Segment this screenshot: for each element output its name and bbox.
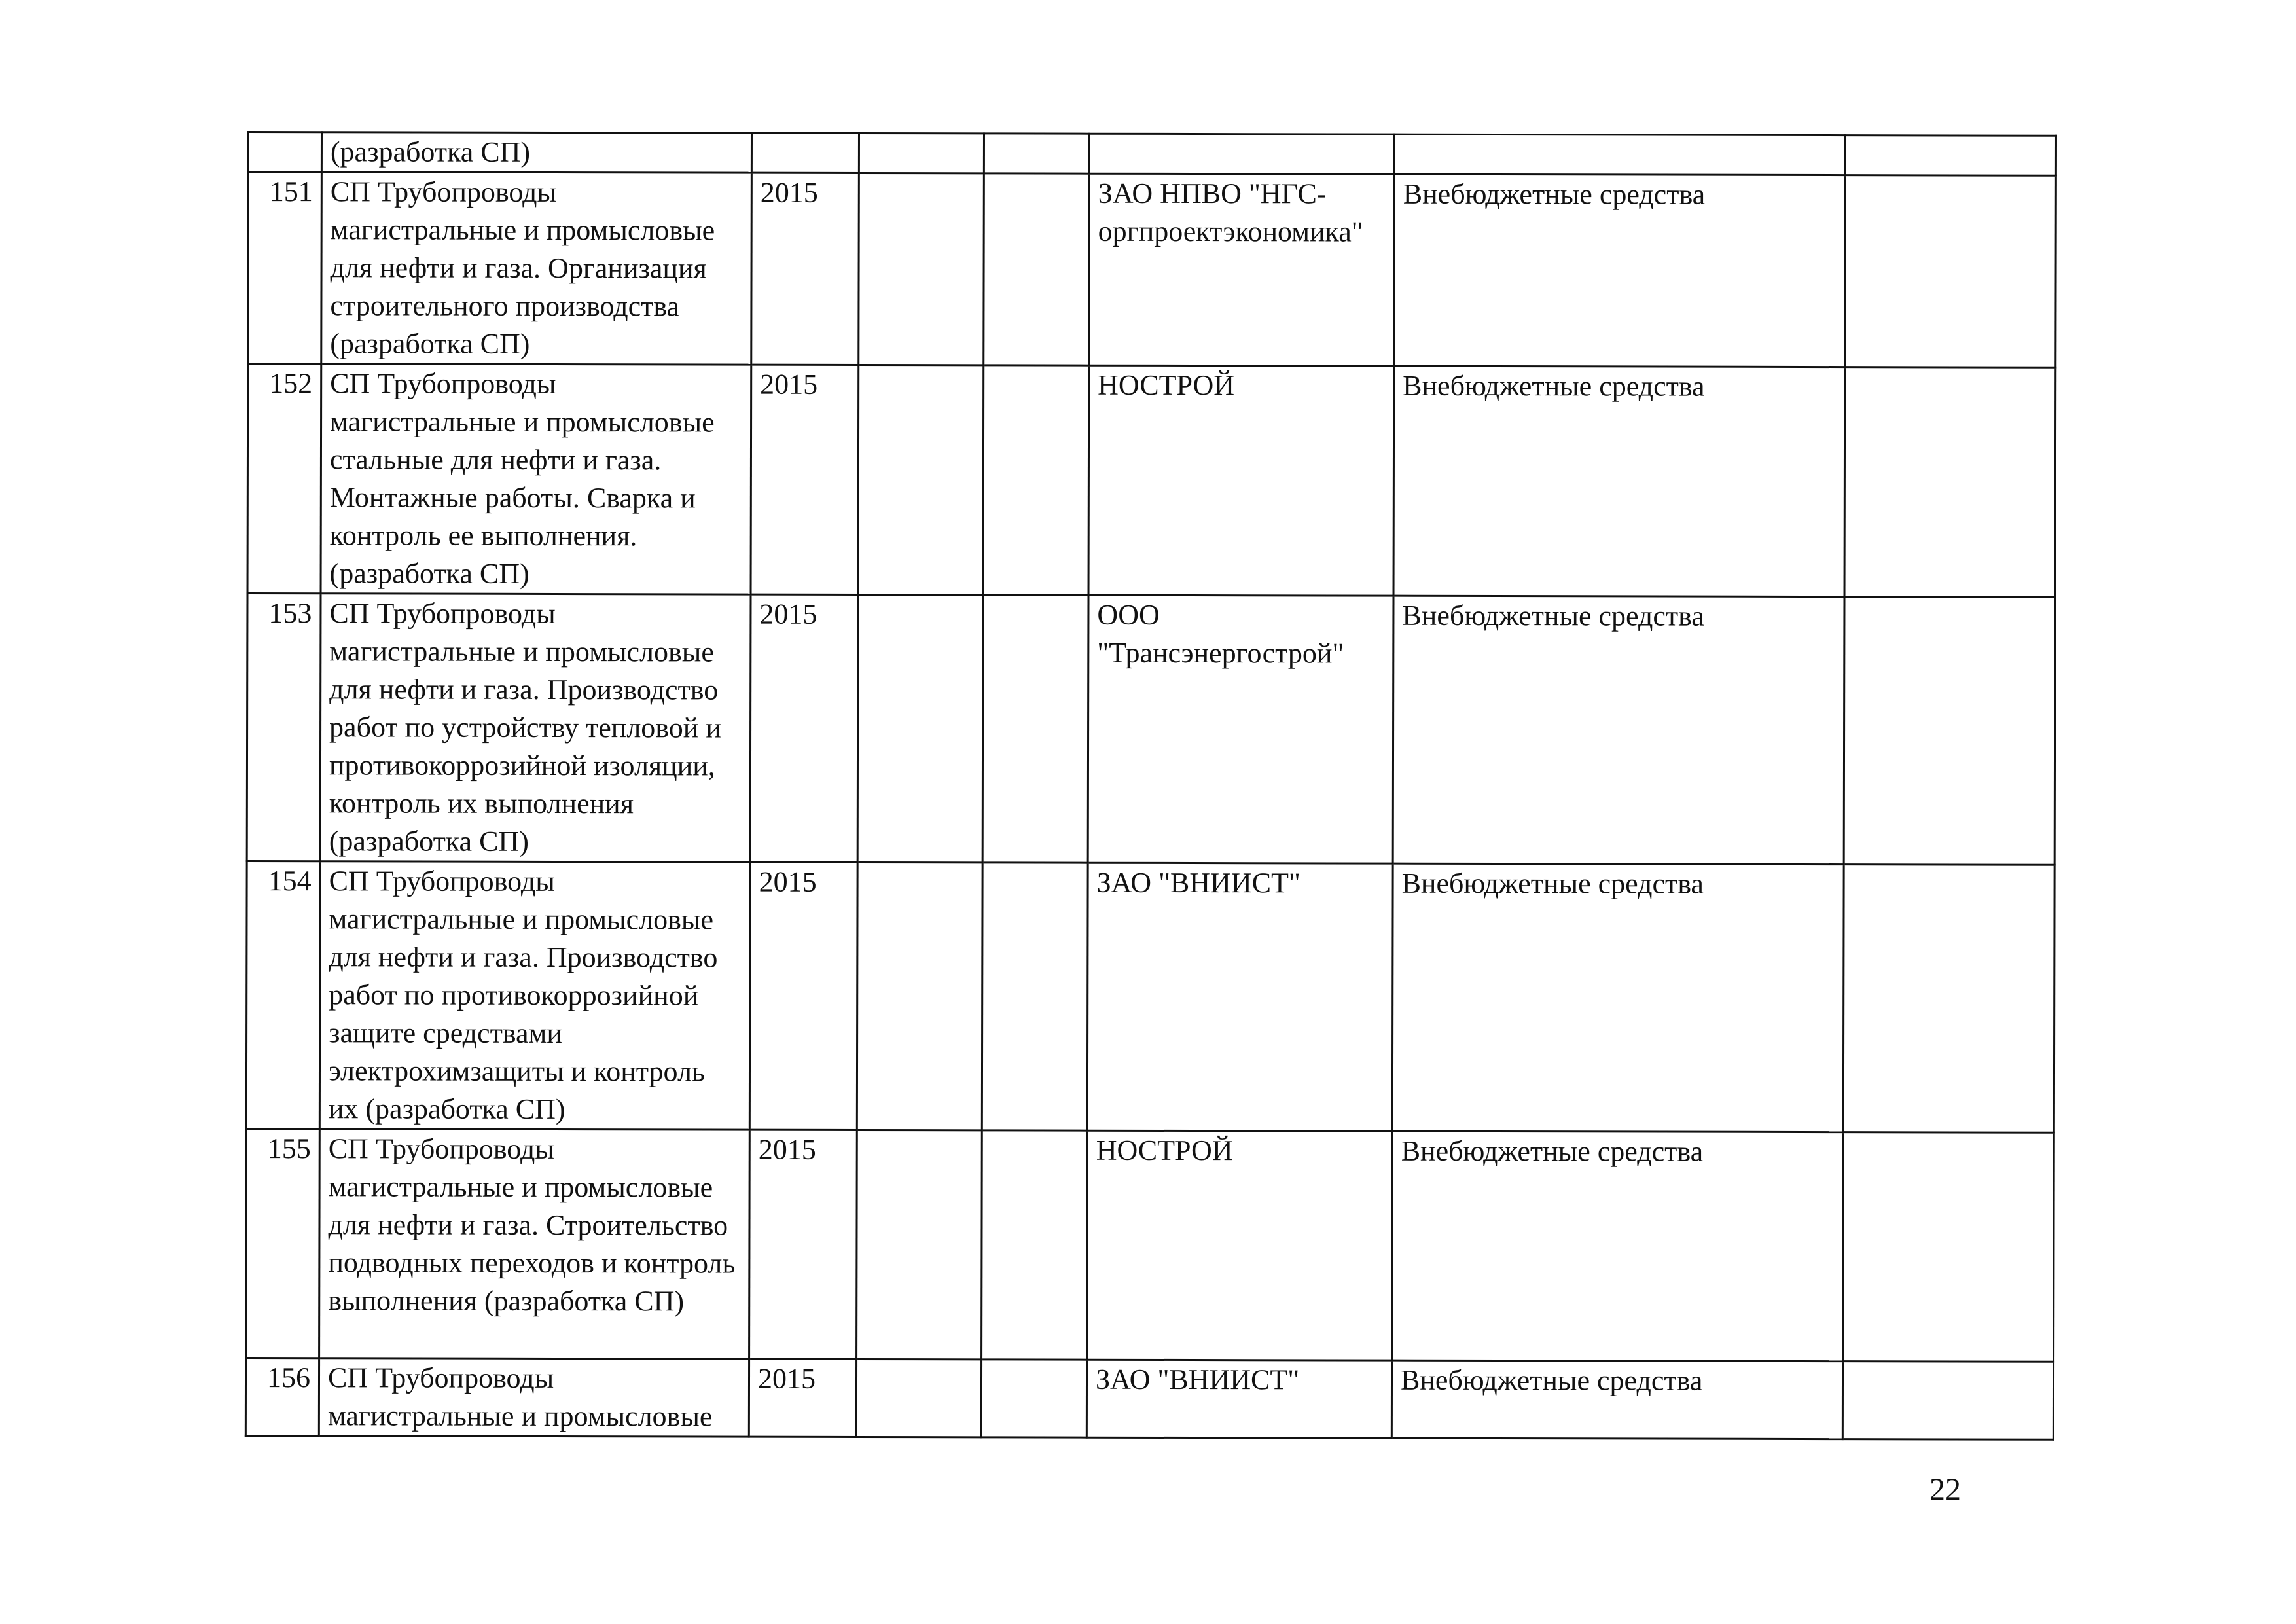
cell-col5 [981,1360,1086,1437]
cell-col8 [1845,175,2056,368]
cell-col4 [857,594,983,862]
cell-name: СП Трубопроводы магистральные и промысловые для нефти и газа. Организация строительного производства (разработка СП) [321,172,752,365]
cell-name: СП Трубопроводы магистральные и промысловые стальные для нефти и газа. Монтажные работы. Сварка и контроль ее выполнения. (разработка СП) [321,364,751,594]
cell-col5 [982,1130,1088,1360]
table-row [246,1128,2054,1362]
cell-funding: Внебюджетные средства [1393,366,1845,596]
cell-col5 [982,595,1088,863]
cell-col8 [1843,1132,2054,1362]
cell-num: 156 [245,1358,319,1435]
cell-col4 [856,1359,981,1437]
cell-year [751,133,859,173]
cell-executor: ЗАО НПВО "НГС-оргпроектэкономика" [1089,173,1395,366]
table-row [245,1358,2053,1439]
cell-year: 2015 [749,862,857,1130]
table-row [247,594,2055,865]
cell-num [248,132,321,172]
plan-table [245,131,2057,1441]
cell-name: СП Трубопроводы магистральные и промысловые для нефти и газа. Строительство подводных переходов и контроль выполнения (разработка СП) [319,1129,750,1359]
cell-funding: Внебюджетные средства [1391,1360,1842,1439]
cell-num: 155 [246,1128,320,1358]
cell-executor: ЗАО "ВНИИСТ" [1087,863,1393,1131]
table-row [248,172,2056,368]
cell-col4 [857,862,982,1130]
cell-year: 2015 [751,173,859,365]
cell-col8 [1845,135,2056,176]
cell-name: (разработка СП) [321,132,751,173]
cell-col8 [1844,597,2055,865]
cell-executor [1089,134,1394,174]
cell-funding [1394,134,1845,175]
cell-col5 [983,365,1089,595]
cell-num: 154 [246,861,320,1129]
cell-executor: НОСТРОЙ [1087,1130,1393,1360]
cell-name: СП Трубопроводы магистральные и промысловые для нефти и газа. Производство работ по противокоррозийной защите средствами электрохимзащиты и контроль их (разработка СП) [319,861,750,1130]
cell-executor: ООО "Трансэнергострой" [1088,595,1393,863]
cell-col4 [859,173,984,365]
cell-col5 [984,173,1090,365]
cell-funding: Внебюджетные средства [1393,596,1844,864]
table-row [247,364,2056,598]
cell-funding: Внебюджетные средства [1392,1131,1844,1361]
cell-year: 2015 [750,594,858,862]
cell-num: 151 [248,172,322,364]
cell-executor: НОСТРОЙ [1088,365,1394,596]
cell-col4 [859,133,984,173]
table-row [248,132,2056,176]
cell-num: 153 [247,594,321,861]
cell-funding: Внебюджетные средства [1394,174,1846,367]
cell-col8 [1844,367,2056,598]
cell-year: 2015 [749,1130,857,1359]
cell-year: 2015 [751,365,859,594]
table-row [246,861,2054,1133]
cell-col4 [858,365,984,594]
cell-name: СП Трубопроводы магистральные и промысловые для нефти и газа. Производство работ по устройству тепловой и противокоррозийной изоляции, контроль их выполнения (разработка СП) [320,594,751,862]
cell-num: 152 [247,364,321,594]
cell-funding: Внебюджетные средства [1392,863,1844,1132]
plan-table-body [245,132,2056,1440]
cell-col5 [984,134,1089,173]
page-number: 22 [1929,1472,1961,1507]
cell-executor: ЗАО "ВНИИСТ" [1086,1360,1391,1438]
cell-name: СП Трубопроводы магистральные и промысловые [319,1358,749,1437]
cell-col8 [1842,1362,2053,1440]
cell-col8 [1843,865,2054,1133]
cell-col4 [857,1130,982,1359]
cell-year: 2015 [749,1359,856,1437]
cell-col5 [982,863,1088,1130]
